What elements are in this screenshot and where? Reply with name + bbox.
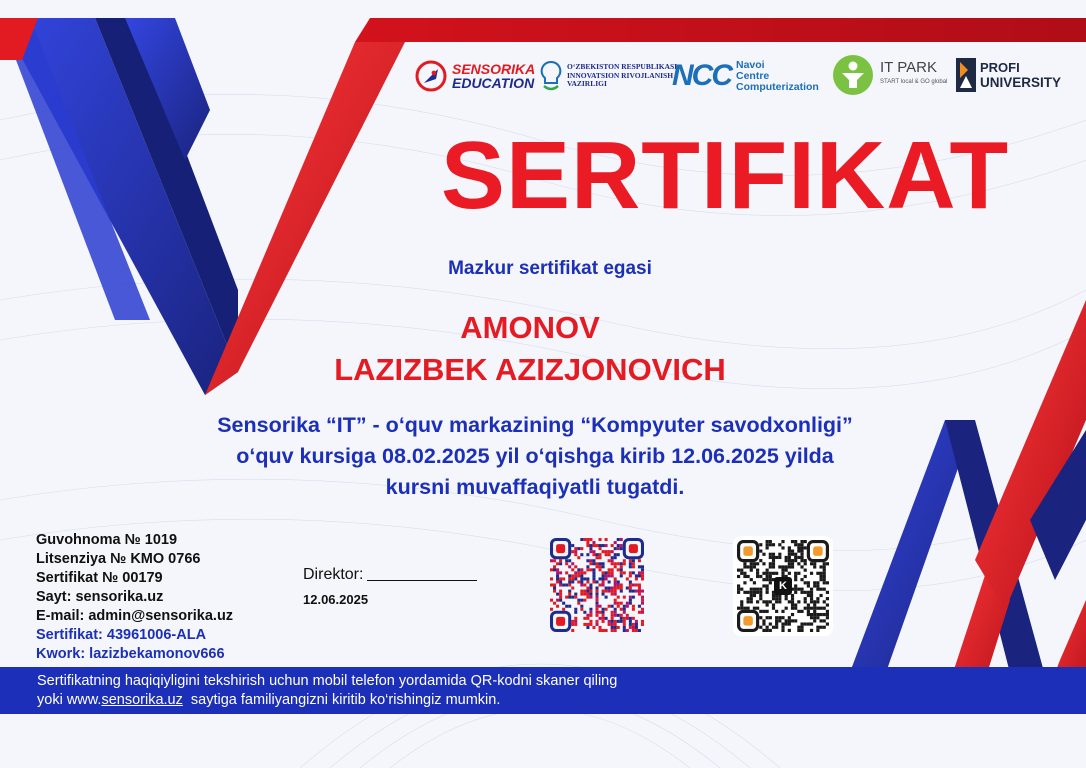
profi-mark-icon bbox=[956, 58, 976, 92]
director-signature bbox=[303, 566, 477, 584]
footer-line2-prefix: yoki www. bbox=[37, 692, 102, 708]
qr-code-sensorika[interactable] bbox=[550, 538, 644, 632]
recipient-surname: AMONOV bbox=[460, 310, 600, 345]
sensorika-rocket-icon bbox=[414, 59, 448, 93]
website: Sayt: sensorika.uz bbox=[36, 589, 164, 605]
sensorika-logo-line1: SENSORIKA bbox=[452, 61, 536, 77]
sensorika-education-logo bbox=[414, 56, 535, 96]
signature-line bbox=[367, 580, 477, 581]
it-park-name: IT PARK bbox=[880, 59, 937, 76]
footer-line2 bbox=[37, 692, 500, 708]
footer-line2-suffix: saytiga familiyangizni kiritib ko‘rishingiz mumkin. bbox=[182, 692, 501, 708]
navoi-logo-line2: Centre bbox=[736, 69, 770, 82]
navoi-centre-logo bbox=[672, 57, 819, 95]
recipient-given-names: LAZIZBEK AZIZJONOVICH bbox=[334, 352, 726, 387]
email: E-mail: admin@sensorika.uz bbox=[36, 608, 234, 624]
it-park-tagline: START local & GO global bbox=[880, 79, 948, 85]
footer-line1: Sertifikatning haqiqiyligini tekshirish uchun mobil telefon yordamida QR-kodni skaner qiling bbox=[37, 673, 618, 689]
profi-logo-line2: UNIVERSITY bbox=[980, 75, 1062, 90]
kwork-center-badge: K bbox=[774, 577, 792, 595]
ministry-logo-line2: INNOVATSION RIVOJLANISH bbox=[567, 70, 674, 80]
sertifikat-id: Sertifikat: 43961006-ALA bbox=[36, 627, 207, 643]
it-park-person-icon bbox=[832, 54, 874, 96]
ministry-logo bbox=[538, 56, 677, 96]
sensorika-logo-line2: EDUCATION bbox=[452, 75, 535, 91]
ministry-logo-line1: O‘ZBEKISTON RESPUBLIKASI bbox=[567, 62, 678, 72]
certificate-subtitle: Mazkur sertifikat egasi bbox=[448, 258, 652, 279]
certificate-body bbox=[80, 410, 990, 503]
lightbulb-icon bbox=[538, 59, 564, 93]
certificate-body-line1: Sensorika “IT” - o‘quv markazining “Kompyuter savodxonligi” bbox=[217, 413, 853, 437]
navoi-logo-line1: Navoi bbox=[736, 58, 765, 71]
certificate-body-line2: o‘quv kursiga 08.02.2025 yil o‘qishga kirib 12.06.2025 yilda bbox=[236, 444, 834, 468]
certificate-body-line3: kursni muvaffaqiyatli tugatdi. bbox=[385, 475, 685, 499]
it-park-logo bbox=[832, 55, 947, 95]
kwork-username: Kwork: lazizbekamonov666 bbox=[36, 646, 225, 662]
bottom-right-a-shape bbox=[835, 300, 1086, 712]
qr-code-kwork-frame bbox=[733, 536, 833, 636]
litsenziya-number: Litsenziya № KMO 0766 bbox=[36, 551, 201, 567]
footer-website-link[interactable]: sensorika.uz bbox=[101, 692, 183, 708]
footer-bar bbox=[0, 667, 1086, 714]
guvohnoma-number: Guvohnoma № 1019 bbox=[36, 532, 178, 548]
certificate-title: SERTIFIKAT bbox=[440, 122, 1010, 229]
navoi-logo-line3: Computerization bbox=[736, 80, 819, 93]
ministry-logo-line3: VAZIRLIGI bbox=[567, 79, 607, 89]
profi-logo-line1: PROFI bbox=[980, 60, 1020, 75]
director-date: 12.06.2025 bbox=[303, 592, 369, 607]
certificate-details bbox=[36, 531, 233, 664]
director-label: Direktor: bbox=[303, 566, 364, 583]
profi-university-logo bbox=[956, 56, 1061, 94]
sertifikat-number: Sertifikat № 00179 bbox=[36, 570, 163, 586]
ncc-mark: NCC bbox=[672, 59, 731, 92]
